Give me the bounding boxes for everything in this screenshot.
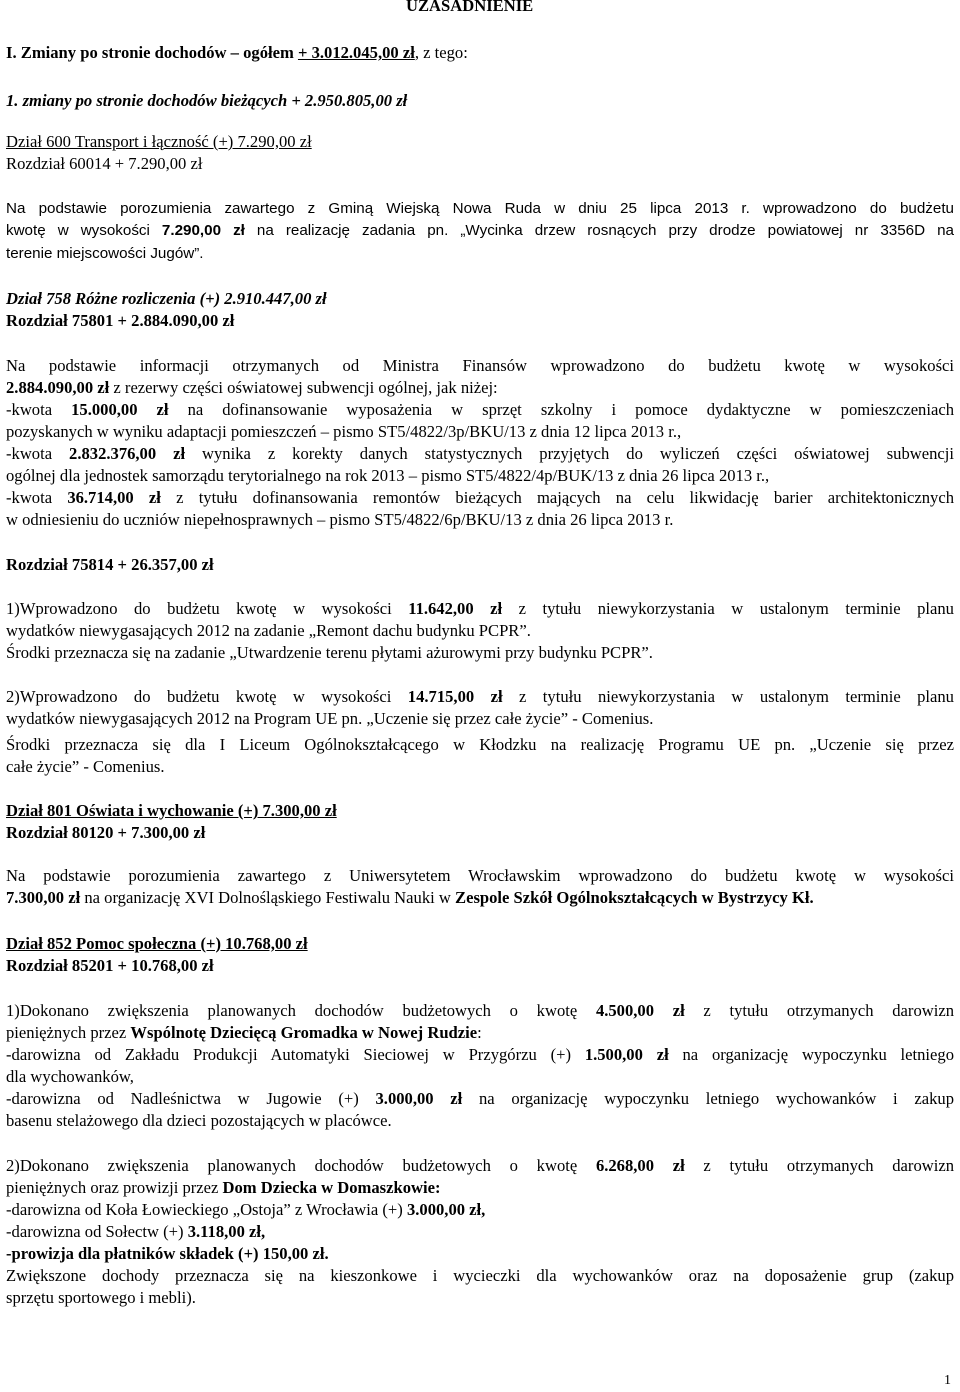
wprowadzono-2-line-4: całe życie” - Comenius.	[6, 757, 165, 776]
darowizna-zakladu-line-2: dla wychowanków,	[6, 1067, 134, 1086]
kwota-2-line-1: -kwota 2.832.376,00 zł wynika z korekty danych statystycznych przyjętych do wyliczeń części oświatowej subwencji	[6, 444, 954, 463]
dochody-2-line-2: pieniężnych oraz prowizji przez Dom Dziecka w Domaszkowie:	[6, 1178, 441, 1197]
darowizna-nadlesnictwa-line-1: -darowizna od Nadleśnictwa w Jugowie (+) 3.000,00 zł na organizację wypoczynku letniego wychowanków i zakup	[6, 1089, 954, 1108]
section-heading-current-income: 1. zmiany po stronie dochodów bieżących + 2.950.805,00 zł	[6, 91, 408, 110]
dzial-852-title: Dział 852 Pomoc społeczna (+) 10.768,00 zł	[6, 934, 308, 953]
kwota-2-line-2: ogólnej dla jednostek samorządu terytorialnego na rok 2013 – pismo ST5/4822/4p/BUK/13 z dnia 26 lipca 2013 r.,	[6, 466, 770, 485]
wprowadzono-2-line-1: 2)Wprowadzono do budżetu kwotę w wysokości 14.715,00 zł z tytułu niewykorzystania w ustalonym terminie planu	[6, 687, 954, 706]
dzial-600-paragraph-line-2: kwotę w wysokości 7.290,00 zł na realizację zadania pn. „Wycinka drzew rosnących przy drodze powiatowej nr 3356D na	[6, 222, 955, 239]
darowizna-zakladu-line-1: -darowizna od Zakładu Produkcji Automatyki Sieciowej w Przygórzu (+) 1.500,00 zł na organizację wypoczynku letniego	[6, 1045, 955, 1064]
kwota-1-line-1: -kwota 15.000,00 zł na dofinansowanie wyposażenia w sprzęt szkolny i pomoce dydaktyczne w pomieszczeniach	[6, 400, 954, 419]
rozdzial-85201: Rozdział 85201 + 10.768,00 zł	[6, 956, 214, 975]
dzial-600-title: Dział 600 Transport i łączność (+) 7.290,00 zł	[6, 132, 312, 151]
wprowadzono-2-line-3: Środki przeznacza się dla I Liceum Ogólnokształcącego w Kłodzku na realizację Programu UE pn. „Uczenie się przez	[6, 735, 954, 754]
dzial-600-paragraph-line-3: terenie miejscowości Jugów”.	[6, 245, 204, 262]
document-title: UZASADNIENIE	[406, 0, 534, 15]
przeznaczenie-line-1: Zwiększone dochody przeznacza się na kieszonkowe i wycieczki dla wychowanków oraz na doposażenie grup (zakup	[6, 1266, 954, 1285]
darowizna-kola-lowieckiego: -darowizna od Koła Łowieckiego „Ostoja” z Wrocławia (+) 3.000,00 zł,	[6, 1200, 486, 1219]
dzial-758-paragraph-line-1: Na podstawie informacji otrzymanych od Ministra Finansów wprowadzono do budżetu kwotę w wysokości	[6, 356, 954, 375]
rozdzial-80120: Rozdział 80120 + 7.300,00 zł	[6, 823, 206, 842]
rozdzial-75814: Rozdział 75814 + 26.357,00 zł	[6, 555, 214, 574]
dochody-1-line-2: pieniężnych przez Wspólnotę Dziecięcą Gromadka w Nowej Rudzie:	[6, 1023, 482, 1042]
kwota-3-line-2: w odniesieniu do uczniów niepełnosprawnych – pismo ST5/4822/6p/BKU/13 z dnia 26 lipca 2013 r.	[6, 510, 674, 529]
wprowadzono-1-line-1: 1)Wprowadzono do budżetu kwotę w wysokości 11.642,00 zł z tytułu niewykorzystania w ustalonym terminie planu	[6, 599, 954, 618]
dzial-801-paragraph-line-1: Na podstawie porozumienia zawartego z Uniwersytetem Wrocławskim wprowadzono do budżetu kwotę w wysokości	[6, 866, 954, 885]
wprowadzono-1-line-3: Środki przeznacza się na zadanie „Utwardzenie terenu płytami ażurowymi przy budynku PCPR”.	[6, 643, 653, 662]
prowizja: -prowizja dla płatników składek (+) 150,00 zł.	[6, 1244, 329, 1263]
wprowadzono-1-line-2: wydatków niewygasających 2012 na zadanie „Remont dachu budynku PCPR”.	[6, 621, 531, 640]
darowizna-solectw: -darowizna od Sołectw (+) 3.118,00 zł,	[6, 1222, 266, 1241]
kwota-1-line-2: pozyskanych w wyniku adaptacji pomieszczeń – pismo ST5/4822/3p/BKU/13 z dnia 12 lipca 2013 r.,	[6, 422, 682, 441]
dzial-801-title: Dział 801 Oświata i wychowanie (+) 7.300,00 zł	[6, 801, 337, 820]
dochody-2-line-1: 2)Dokonano zwiększenia planowanych dochodów budżetowych o kwotę 6.268,00 zł z tytułu otrzymanych darowizn	[6, 1156, 954, 1175]
dzial-600-paragraph-line-1: Na podstawie porozumienia zawartego z Gminą Wiejską Nowa Ruda w dniu 25 lipca 2013 r. wprowadzono do budżetu	[6, 200, 954, 217]
dochody-1-line-1: 1)Dokonano zwiększenia planowanych dochodów budżetowych o kwotę 4.500,00 zł z tytułu otrzymanych darowizn	[6, 1001, 954, 1020]
wprowadzono-2-line-2: wydatków niewygasających 2012 na Program UE pn. „Uczenie się przez całe życie” - Comenius.	[6, 709, 654, 728]
kwota-3-line-1: -kwota 36.714,00 zł z tytułu dofinansowania remontów bieżących mających na celu likwidację barier architektonicznych	[6, 488, 954, 507]
dzial-801-paragraph-line-2: 7.300,00 zł na organizację XVI Dolnośląskiego Festiwalu Nauki w Zespole Szkół Ogólnokształcących w Bystrzycy Kł.	[6, 888, 814, 907]
section-heading-total-changes: I. Zmiany po stronie dochodów – ogółem + 3.012.045,00 zł, z tego:	[6, 43, 468, 62]
page-number: 1	[944, 1373, 951, 1388]
rozdzial-75801: Rozdział 75801 + 2.884.090,00 zł	[6, 311, 235, 330]
przeznaczenie-line-2: sprzętu sportowego i mebli).	[6, 1288, 196, 1307]
dzial-758-paragraph-line-2: 2.884.090,00 zł z rezerwy części oświatowej subwencji ogólnej, jak niżej:	[6, 378, 498, 397]
rozdzial-60014: Rozdział 60014 + 7.290,00 zł	[6, 154, 203, 173]
dzial-758-title: Dział 758 Różne rozliczenia (+) 2.910.447,00 zł	[6, 289, 327, 308]
darowizna-nadlesnictwa-line-2: basenu stelażowego dla dzieci pozostających w placówce.	[6, 1111, 392, 1130]
